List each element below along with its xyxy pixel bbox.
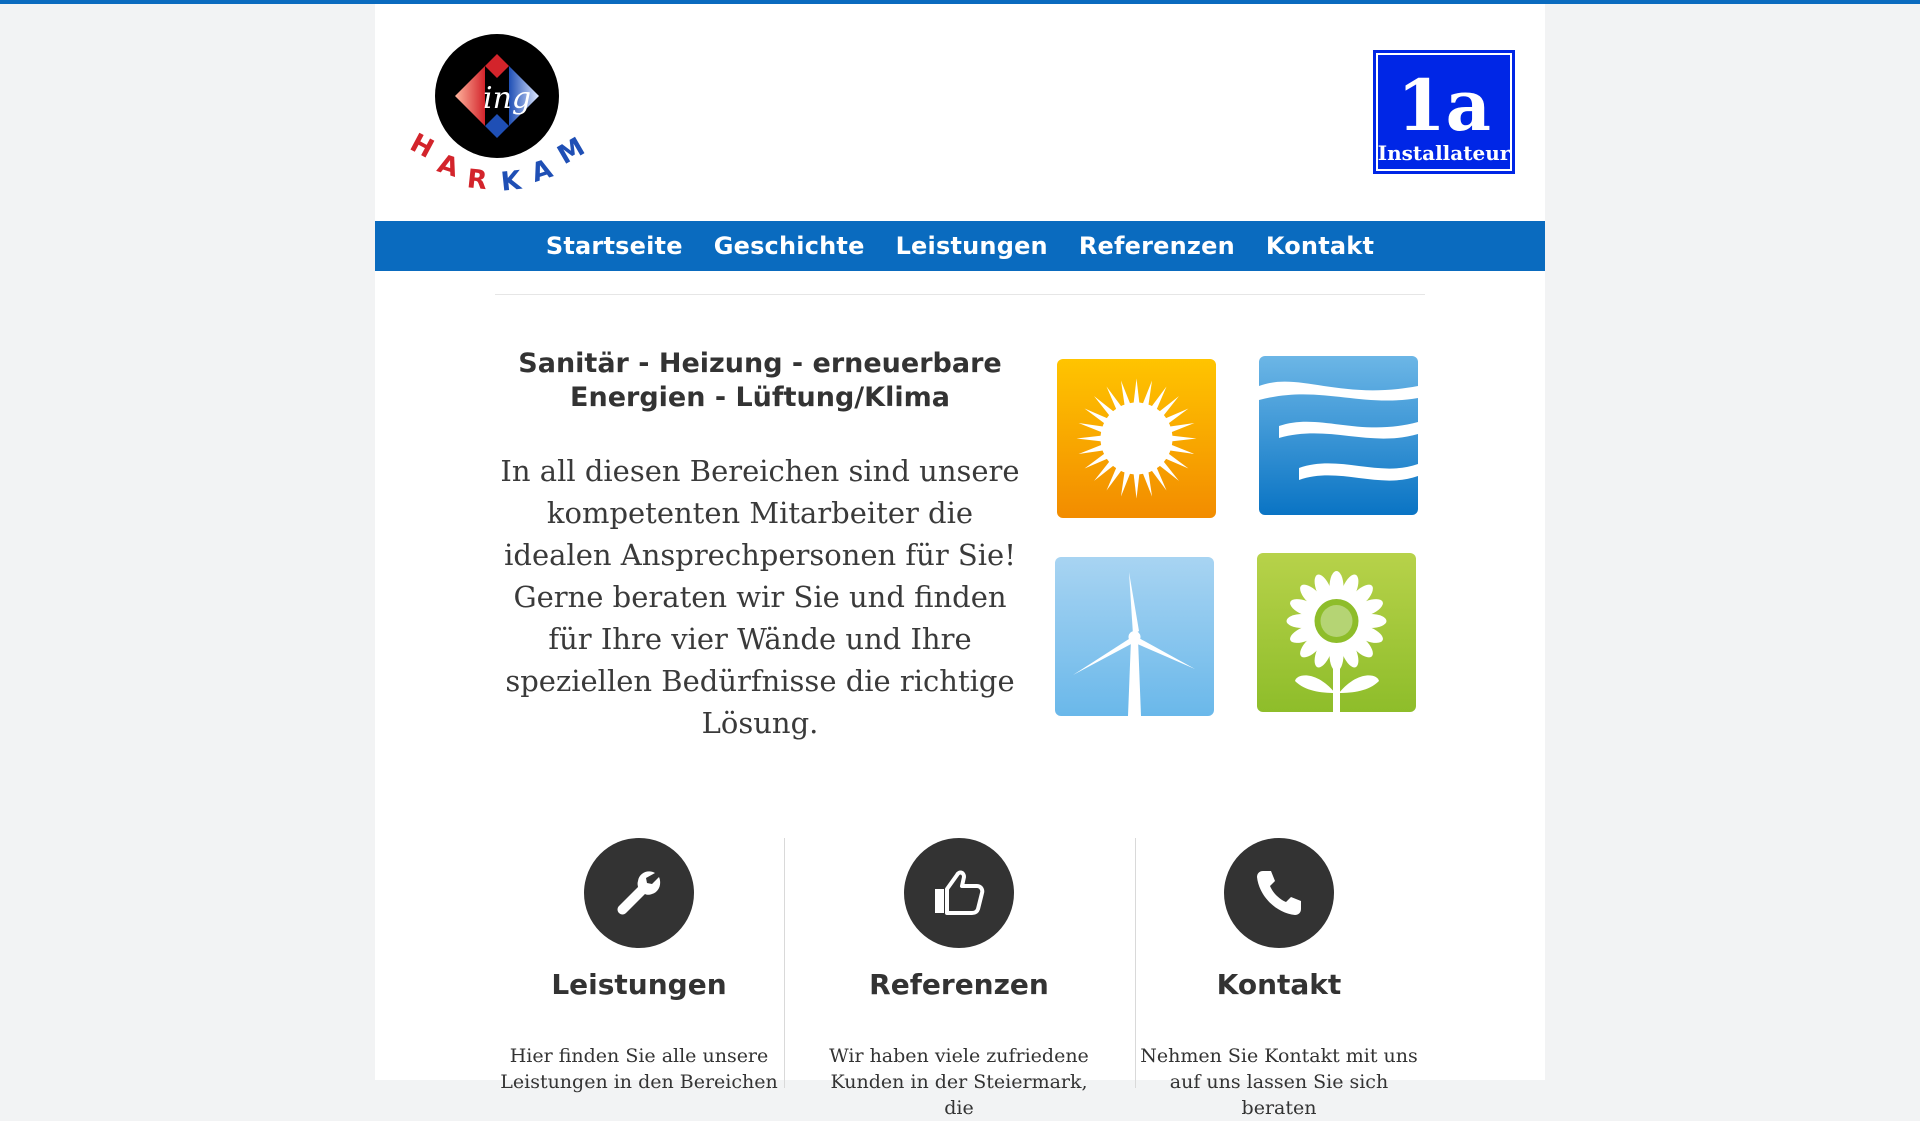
harkam-logo[interactable] xyxy=(405,28,593,200)
logo-letter-m: M xyxy=(552,132,590,171)
nav-leistungen[interactable]: Leistungen xyxy=(895,232,1048,260)
logo-letter-k: K xyxy=(499,165,523,198)
logo-ing-text: ing xyxy=(483,81,532,116)
feature-title: Kontakt xyxy=(1216,968,1342,1001)
nav-geschichte[interactable]: Geschichte xyxy=(713,232,865,260)
feature-text: Nehmen Sie Kontakt mit uns auf uns lassen Sie sich beraten xyxy=(1140,1045,1418,1119)
thumbs-up-icon[interactable] xyxy=(904,838,1014,948)
nav-referenzen[interactable]: Referenzen xyxy=(1078,232,1235,260)
feature-referenzen[interactable] xyxy=(799,834,1119,1119)
logo-letter-a2: A xyxy=(527,153,557,189)
logo-letter-h: H xyxy=(405,128,439,165)
badge-installateur-text: Installateur xyxy=(1377,141,1511,165)
nav-kontakt[interactable]: Kontakt xyxy=(1265,232,1375,260)
feature-text: Hier finden Sie alle unsere Leistungen in den Bereichen xyxy=(500,1045,778,1093)
page-container xyxy=(375,4,1545,1119)
sunflower-icon xyxy=(1257,553,1416,712)
phone-icon[interactable] xyxy=(1224,838,1334,948)
main-nav xyxy=(375,221,1545,271)
logo-letter-r: R xyxy=(465,164,489,197)
feature-text: Wir haben viele zufriedene Kunden in der Steiermark, die xyxy=(829,1045,1089,1119)
nav-startseite[interactable]: Startseite xyxy=(545,232,683,260)
feature-leistungen[interactable] xyxy=(479,834,799,1094)
wrench-icon[interactable] xyxy=(584,838,694,948)
water-icon xyxy=(1259,356,1418,515)
feature-kontakt[interactable] xyxy=(1119,834,1439,1119)
sun-icon xyxy=(1057,359,1216,518)
wind-turbine-icon xyxy=(1055,557,1214,716)
logo-letter-a: A xyxy=(433,148,463,184)
feature-title: Referenzen xyxy=(869,968,1049,1001)
divider xyxy=(495,294,1425,295)
services-headline: Sanitär - Heizung - erneuerbare Energien - Lüftung/Klima xyxy=(518,348,1002,413)
feature-title: Leistungen xyxy=(551,968,727,1001)
badge-1a-text: 1a xyxy=(1396,64,1492,147)
1a-installateur-badge[interactable] xyxy=(1373,50,1515,174)
intro-text: In all diesen Bereichen sind unsere kompetenten Mitarbeiter die idealen Ansprechpersonen für Sie! Gerne beraten wir Sie und finden für Ihre vier Wände und Ihre speziellen Bedürfnisse die richtige Lösung. xyxy=(500,454,1020,740)
